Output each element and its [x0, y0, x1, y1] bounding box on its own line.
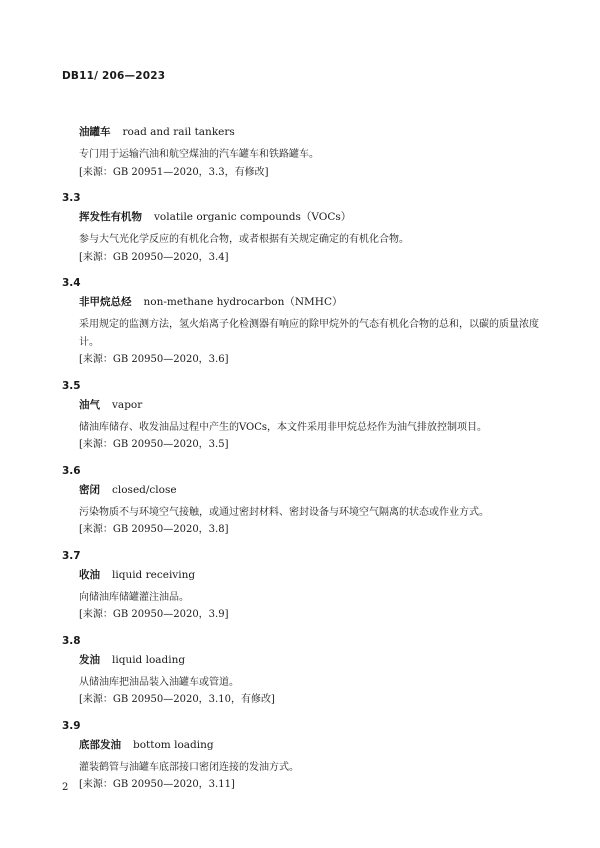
- term-english: closed/close: [112, 483, 177, 496]
- term-chinese: 油罐车: [79, 126, 111, 138]
- term-number: 3.8: [62, 634, 81, 647]
- term-entry: [62, 189, 552, 266]
- term-definition: 参与大气光化学反应的有机化合物，或者根据有关规定确定的有机化合物。: [79, 234, 409, 245]
- term-title: [62, 735, 552, 755]
- term-title: [62, 650, 552, 670]
- term-title: [62, 565, 552, 585]
- term-english: vapor: [112, 398, 143, 411]
- term-source: [来源：GB 20950—2020，3.8]: [79, 524, 229, 535]
- term-title: [62, 480, 552, 500]
- term-number: 3.5: [62, 379, 81, 392]
- term-entry: [62, 547, 552, 624]
- term-source: [来源：GB 20950—2020，3.10，有修改]: [79, 694, 275, 705]
- term-chinese: 油气: [79, 398, 100, 411]
- term-number: 3.3: [62, 192, 81, 204]
- term-english: volatile organic compounds（VOCs）: [154, 211, 352, 223]
- term-title: [62, 207, 552, 227]
- term-chinese: 非甲烷总烃: [79, 296, 132, 308]
- term-source: [来源：GB 20950—2020，3.6]: [79, 354, 229, 365]
- term-chinese: 密闭: [79, 483, 100, 496]
- term-chinese: 收油: [79, 568, 100, 581]
- term-english: bottom loading: [133, 738, 214, 751]
- term-number: 3.7: [62, 549, 81, 562]
- term-entry: [62, 274, 552, 369]
- term-title: [62, 395, 552, 415]
- term-definition: 灌装鹤管与油罐车底部接口密闭连接的发油方式。: [79, 761, 299, 773]
- terms-list: [62, 116, 552, 794]
- term-number: 3.6: [62, 464, 81, 477]
- term-chinese: 发油: [79, 653, 100, 666]
- term-source: [来源：GB 20950—2020，3.11]: [79, 779, 235, 790]
- term-definition: 储油库储存、收发油品过程中产生的VOCs，本文件采用非甲烷总烃作为油气排放控制项目。: [79, 421, 488, 433]
- term-english: non-methane hydrocarbon（NMHC）: [143, 296, 343, 308]
- term-number: 3.4: [62, 277, 81, 289]
- term-chinese: 挥发性有机物: [79, 211, 142, 223]
- term-english: road and rail tankers: [122, 126, 235, 138]
- term-definition: 向储油库储罐灌注油品。: [79, 591, 189, 603]
- term-english: liquid receiving: [112, 568, 196, 581]
- page-number: 2: [62, 782, 69, 793]
- term-definition: 采用规定的监测方法，氢火焰离子化检测器有响应的除甲烷外的气态有机化合物的总和，以碳的质量浓度计。: [79, 319, 539, 348]
- term-number: 3.9: [62, 719, 81, 732]
- term-entry: [62, 377, 552, 454]
- term-definition: 专门用于运输汽油和航空煤油的汽车罐车和铁路罐车。: [79, 149, 319, 160]
- term-entry: [62, 632, 552, 709]
- term-chinese: 底部发油: [79, 738, 121, 751]
- term-english: liquid loading: [112, 653, 186, 666]
- term-definition: 污染物质不与环境空气接触，或通过密封材料、密封设备与环境空气隔离的状态或作业方式。: [79, 506, 489, 518]
- term-definition: 从储油库把油品装入油罐车或管道。: [79, 676, 239, 688]
- term-source: [来源：GB 20950—2020，3.9]: [79, 609, 229, 620]
- term-source: [来源：GB 20950—2020，3.4]: [79, 251, 229, 263]
- document-code: DB11/ 206—2023: [62, 70, 166, 82]
- term-entry: [62, 462, 552, 539]
- term-title: [62, 122, 552, 142]
- term-source: [来源：GB 20950—2020，3.5]: [79, 439, 229, 450]
- term-entry: [62, 717, 552, 794]
- term-source: [来源：GB 20951—2020，3.3，有修改]: [79, 166, 269, 178]
- term-entry: [62, 116, 552, 181]
- term-title: [62, 292, 552, 312]
